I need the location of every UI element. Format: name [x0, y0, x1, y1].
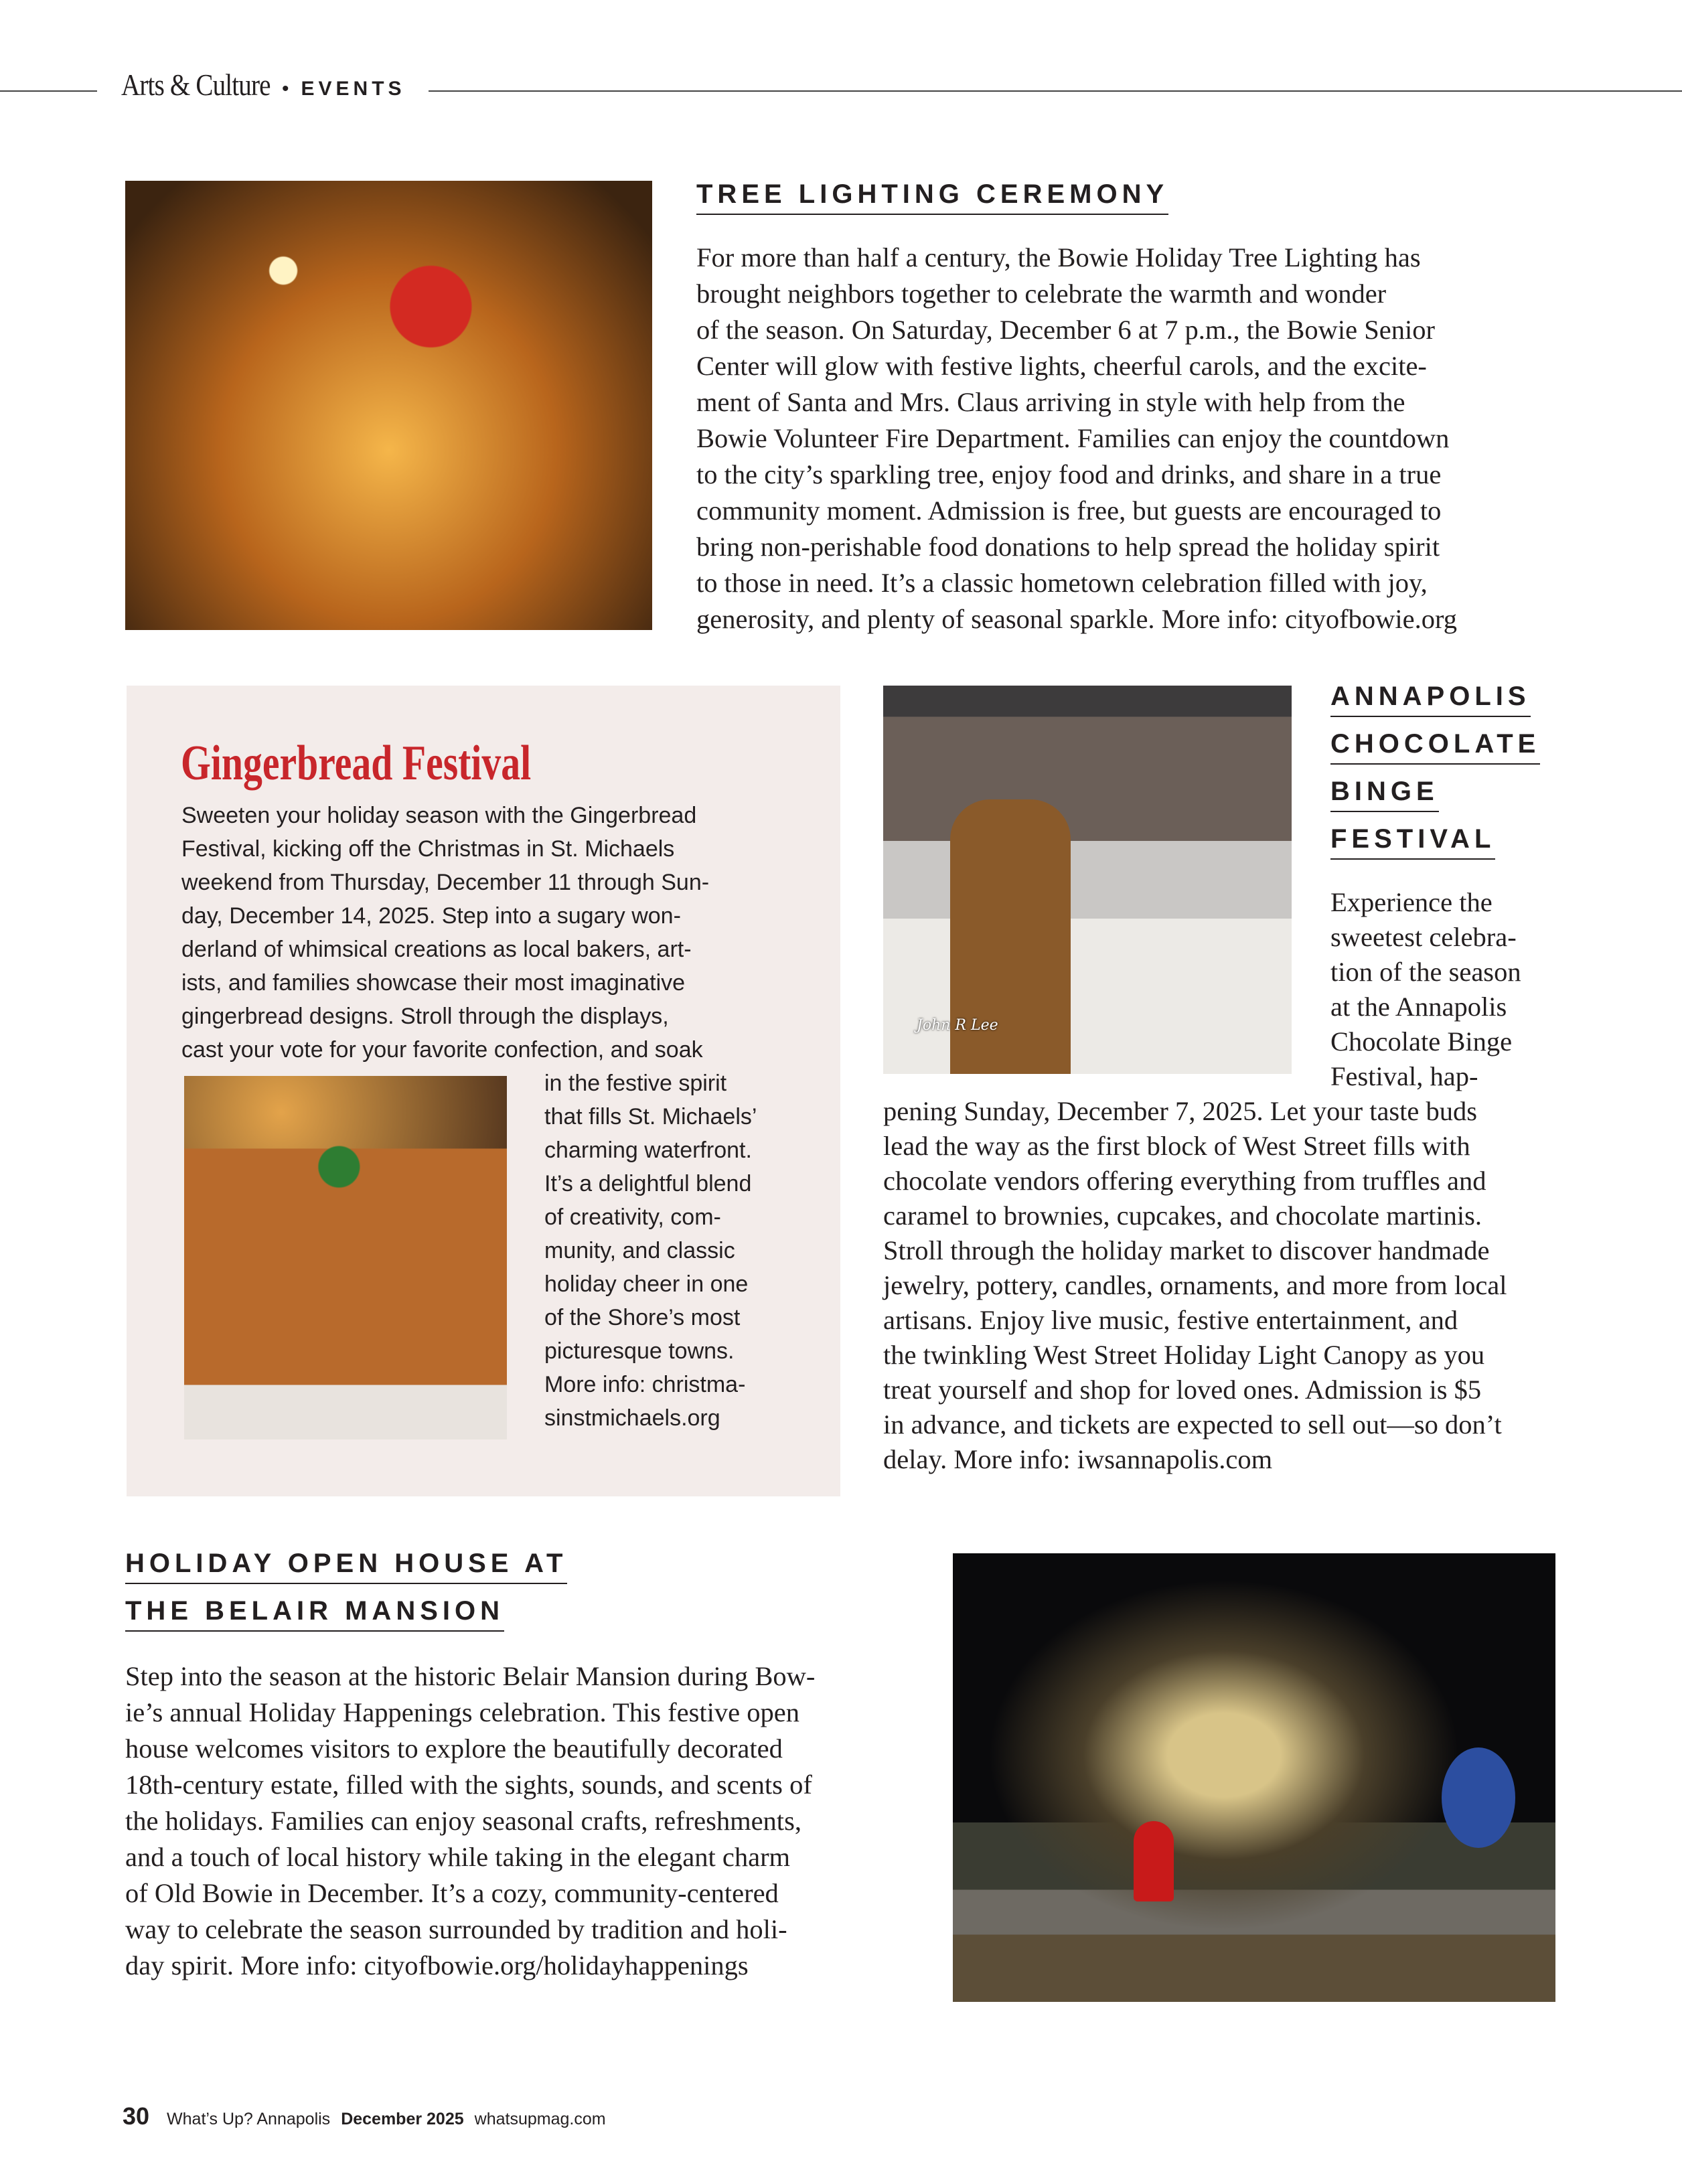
- text-line: sinstmichaels.org: [544, 1405, 720, 1431]
- belair-body: [125, 1658, 815, 1984]
- text-line: Step into the season at the historic Belair Mansion during Bow-: [125, 1661, 816, 1691]
- separator: •: [281, 78, 289, 100]
- text-line: treat yourself and shop for loved ones. Admission is $5: [883, 1375, 1482, 1405]
- text-line: ie’s annual Holiday Happenings celebration. This festive open: [125, 1697, 799, 1727]
- text-line: Festival, kicking off the Christmas in St. Michaels: [181, 836, 675, 862]
- chocolate-body: [1330, 885, 1521, 1094]
- gingerbread-house-photo: [184, 1076, 507, 1439]
- header-rule-left: [0, 90, 97, 92]
- footer: [123, 2102, 606, 2130]
- text-line: chocolate vendors offering everything from truffles and: [883, 1166, 1486, 1196]
- text-line: It’s a delightful blend: [544, 1171, 752, 1196]
- belair-mansion-photo: [953, 1553, 1555, 2002]
- chocolate-heading: [1330, 682, 1540, 872]
- text-line: of creativity, com-: [544, 1204, 721, 1230]
- chocolate-festival-photo: [883, 686, 1292, 1074]
- text-line: of the season. On Saturday, December 6 at 7 p.m., the Bowie Senior: [696, 315, 1435, 345]
- text-line: day spirit. More info: cityofbowie.org/holidayhappenings: [125, 1950, 749, 1980]
- website: whatsupmag.com: [474, 2110, 606, 2128]
- heading-line: FESTIVAL: [1330, 824, 1495, 860]
- issue-date: December 2025: [341, 2110, 464, 2128]
- text-line: community moment. Admission is free, but guests are encouraged to: [696, 495, 1442, 526]
- text-line: derland of whimsical creations as local bakers, art-: [181, 937, 692, 962]
- text-line: house welcomes visitors to explore the beautifully decorated: [125, 1733, 783, 1764]
- text-line: Stroll through the holiday market to discover handmade: [883, 1235, 1490, 1265]
- text-line: holiday cheer in one: [544, 1271, 749, 1297]
- text-line: to the city’s sparkling tree, enjoy food and drinks, and share in a true: [696, 459, 1442, 489]
- gingerbread-body: [181, 799, 709, 1067]
- chocolate-body-continued: [883, 1094, 1507, 1477]
- text-line: at the Annapolis: [1330, 992, 1507, 1022]
- text-line: Chocolate Binge: [1330, 1026, 1513, 1057]
- text-line: of Old Bowie in December. It’s a cozy, community-centered: [125, 1878, 779, 1908]
- tree-lights-photo: [125, 181, 652, 630]
- heading-line: CHOCOLATE: [1330, 729, 1540, 765]
- tree-heading: TREE LIGHTING CEREMONY: [696, 179, 1168, 215]
- text-line: Festival, hap-: [1330, 1061, 1478, 1091]
- page-number: 30: [123, 2102, 150, 2130]
- text-line: jewelry, pottery, candles, ornaments, and more from local: [883, 1270, 1507, 1300]
- red-bow: [1134, 1821, 1174, 1901]
- text-line: way to celebrate the season surrounded by tradition and holi-: [125, 1914, 787, 1944]
- text-line: cast your vote for your favorite confection, and soak: [181, 1037, 703, 1063]
- gingerbread-body-continued: [544, 1067, 757, 1435]
- text-line: caramel to brownies, cupcakes, and chocolate martinis.: [883, 1200, 1482, 1231]
- text-line: lead the way as the first block of West Street fills with: [883, 1131, 1470, 1161]
- category-name: EVENTS: [301, 78, 406, 100]
- photographer-credit: John R Lee: [917, 1017, 998, 1034]
- text-line: the twinkling West Street Holiday Light Canopy as you: [883, 1340, 1485, 1370]
- text-line: in the festive spirit: [544, 1071, 727, 1096]
- magazine-name: What’s Up? Annapolis: [167, 2110, 331, 2128]
- text-line: gingerbread designs. Stroll through the displays,: [181, 1004, 669, 1029]
- text-line: generosity, and plenty of seasonal sparkle. More info: cityofbowie.org: [696, 604, 1457, 634]
- header-rule-right: [429, 90, 1682, 92]
- text-line: artisans. Enjoy live music, festive entertainment, and: [883, 1305, 1458, 1335]
- text-line: that fills St. Michaels’: [544, 1104, 757, 1129]
- text-line: tion of the season: [1330, 957, 1521, 987]
- text-line: Center will glow with festive lights, cheerful carols, and the excite-: [696, 351, 1427, 381]
- text-line: Bowie Volunteer Fire Department. Families can enjoy the countdown: [696, 423, 1450, 453]
- heading-line: BINGE: [1330, 777, 1439, 812]
- text-line: sweetest celebra-: [1330, 922, 1517, 952]
- heading-line: THE BELAIR MANSION: [125, 1596, 504, 1632]
- text-line: bring non-perishable food donations to help spread the holiday spirit: [696, 532, 1440, 562]
- text-line: brought neighbors together to celebrate the warmth and wonder: [696, 279, 1387, 309]
- text-line: picturesque towns.: [544, 1338, 735, 1364]
- heading-line: HOLIDAY OPEN HOUSE AT: [125, 1549, 567, 1584]
- text-line: munity, and classic: [544, 1238, 735, 1263]
- text-line: and a touch of local history while taking in the elegant charm: [125, 1842, 791, 1872]
- text-line: in advance, and tickets are expected to sell out—so don’t: [883, 1409, 1502, 1439]
- tree-body: [696, 240, 1457, 637]
- text-line: day, December 14, 2025. Step into a sugary won-: [181, 903, 681, 929]
- text-line: charming waterfront.: [544, 1138, 752, 1163]
- gingerbread-title: Gingerbread Festival: [181, 736, 532, 791]
- text-line: of the Shore’s most: [544, 1305, 741, 1330]
- text-line: weekend from Thursday, December 11 through Sun-: [181, 870, 710, 895]
- text-line: ment of Santa and Mrs. Claus arriving in style with help from the: [696, 387, 1405, 417]
- text-line: For more than half a century, the Bowie Holiday Tree Lighting has: [696, 242, 1421, 272]
- text-line: More info: christma-: [544, 1372, 746, 1397]
- text-line: delay. More info: iwsannapolis.com: [883, 1444, 1273, 1474]
- section-header: [121, 67, 406, 102]
- text-line: 18th-century estate, filled with the sights, sounds, and scents of: [125, 1770, 812, 1800]
- belair-heading: [125, 1549, 567, 1644]
- text-line: ists, and families showcase their most imaginative: [181, 970, 686, 996]
- heading-line: ANNAPOLIS: [1330, 682, 1531, 717]
- text-line: Experience the: [1330, 887, 1493, 917]
- section-name: Arts & Culture: [121, 68, 271, 102]
- tree-section: [696, 179, 1168, 215]
- text-line: to those in need. It’s a classic hometown celebration filled with joy,: [696, 568, 1428, 598]
- text-line: pening Sunday, December 7, 2025. Let your taste buds: [883, 1096, 1478, 1126]
- text-line: the holidays. Families can enjoy seasonal crafts, refreshments,: [125, 1806, 801, 1836]
- text-line: Sweeten your holiday season with the Gingerbread: [181, 803, 697, 828]
- painted-egg-sculpture: [1442, 1747, 1515, 1848]
